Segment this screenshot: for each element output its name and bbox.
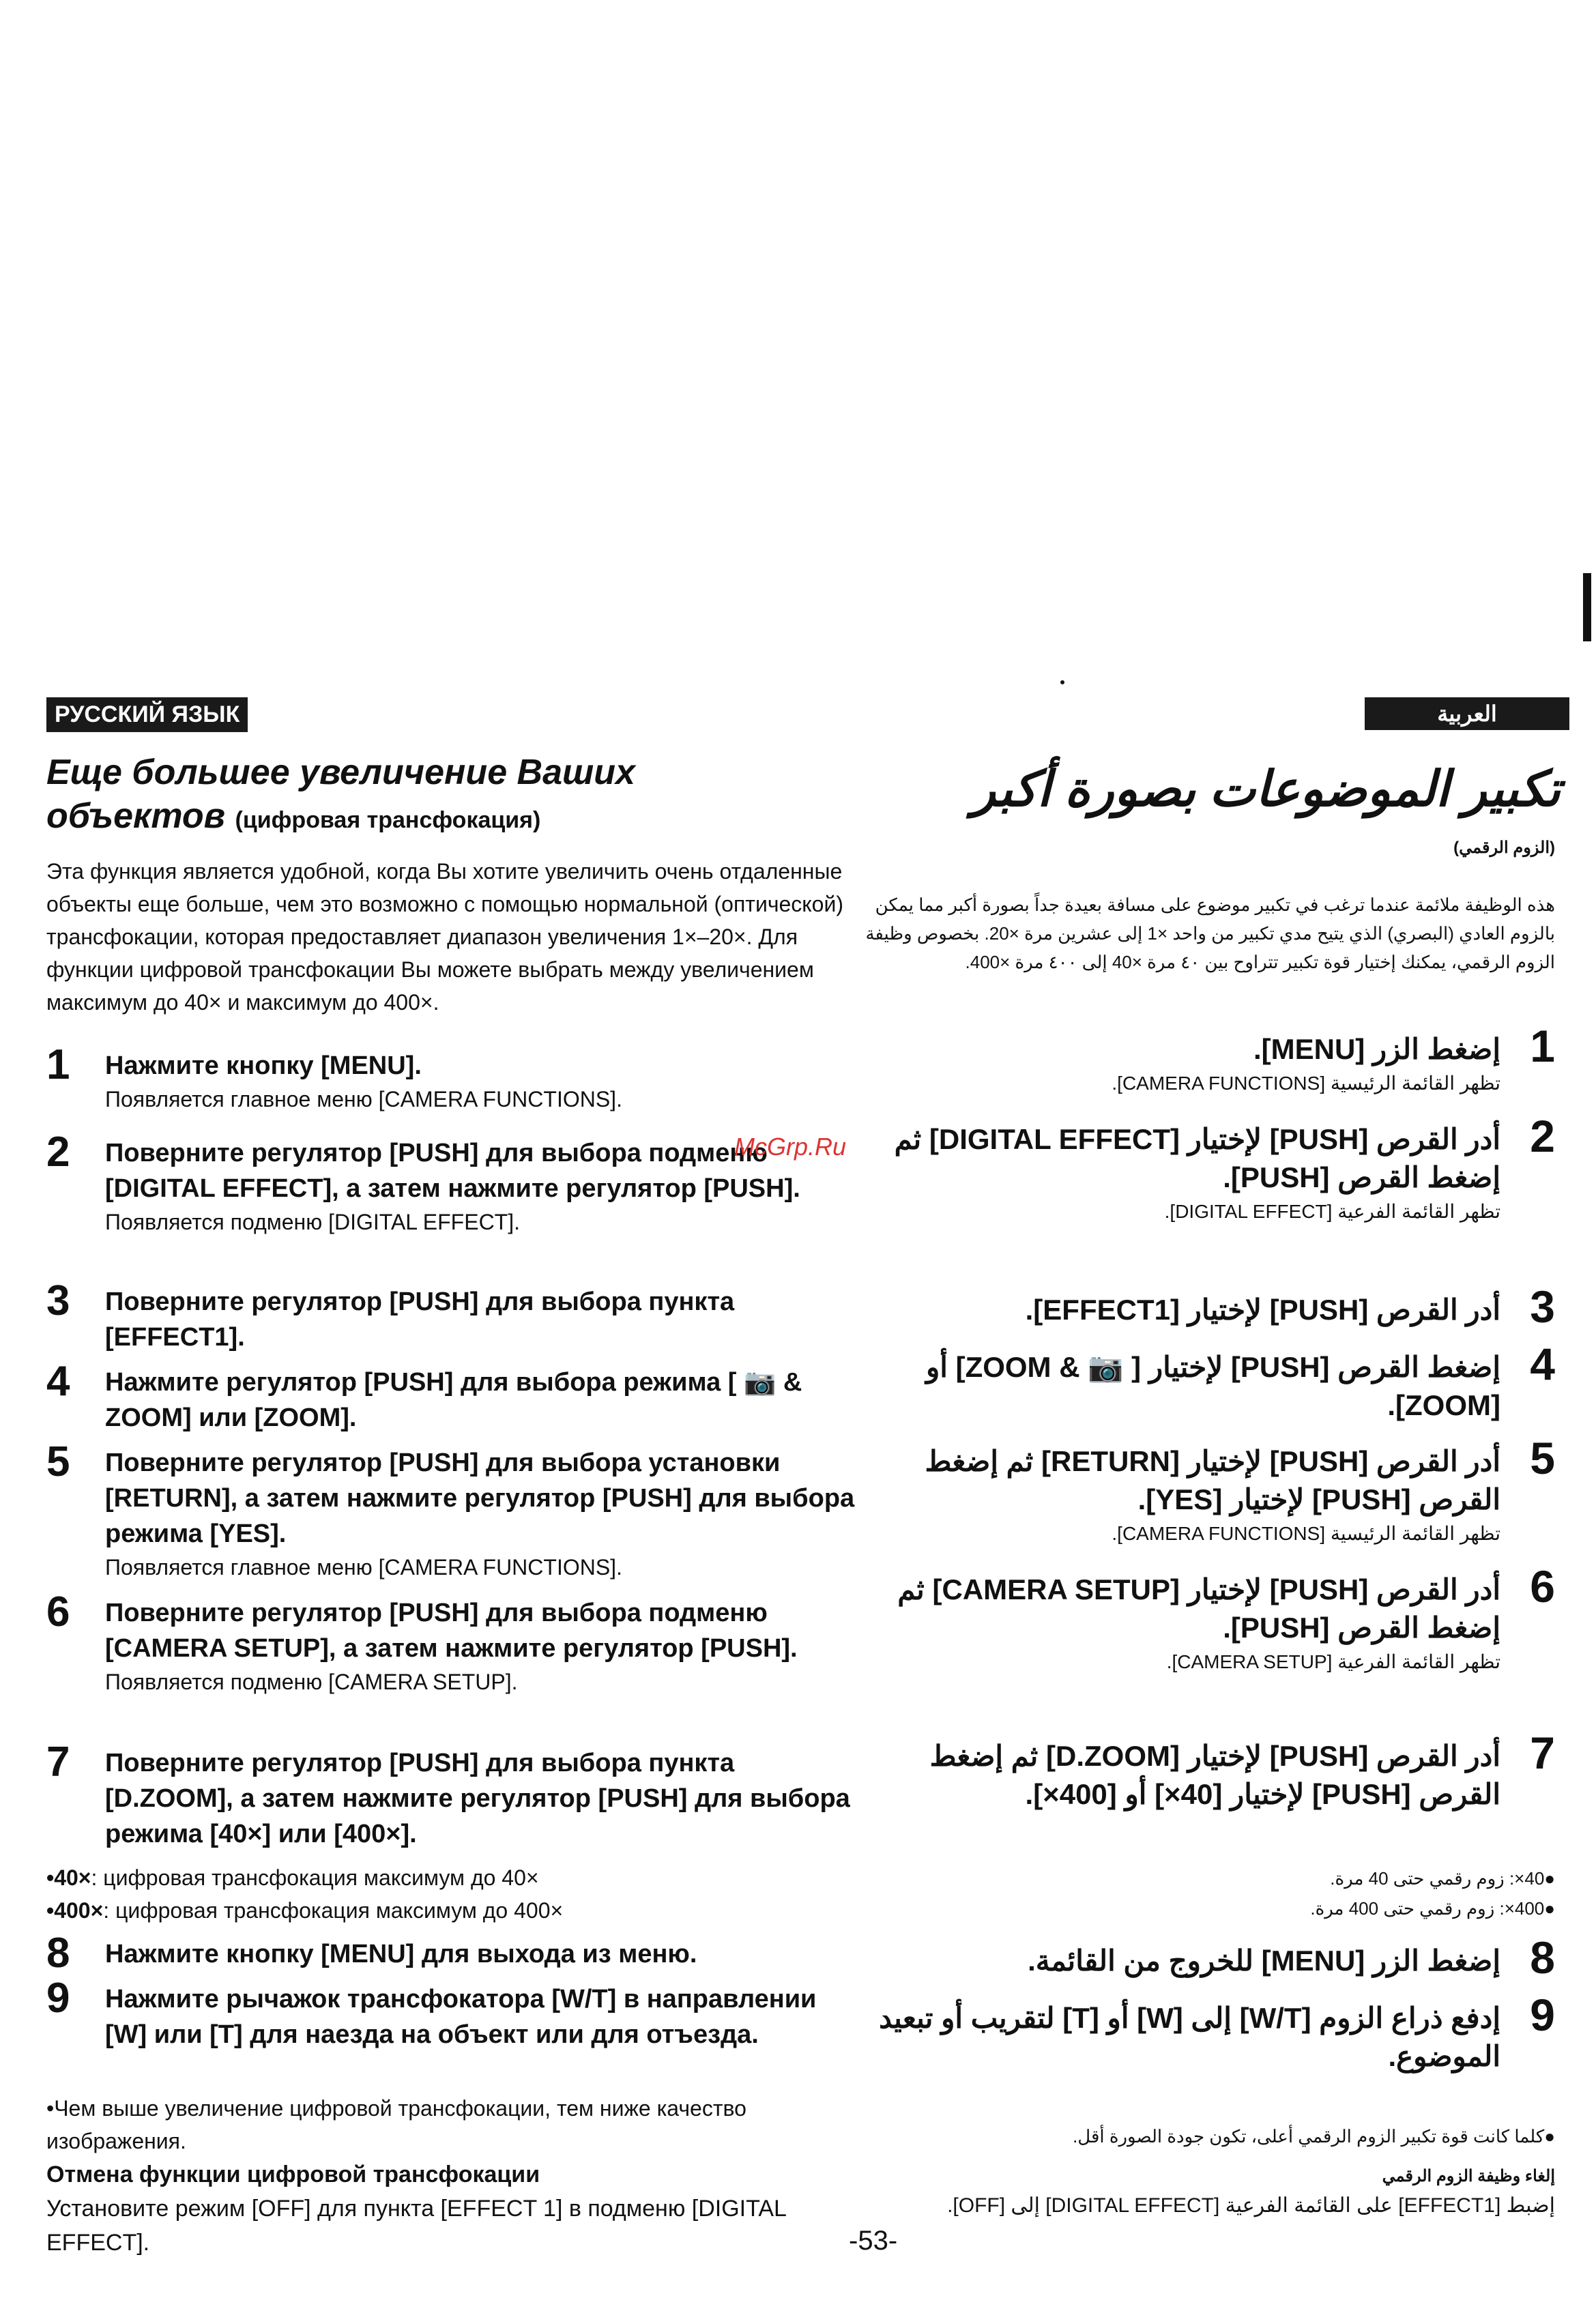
- page-edge-marker: [1583, 573, 1591, 641]
- step-note: تظهر القائمة الفرعية [DIGITAL EFFECT].: [1164, 1201, 1500, 1222]
- step-text: أدر القرص [PUSH] لإختيار [CAMERA SETUP] ثم إضغط القرص [PUSH].: [897, 1573, 1500, 1644]
- watermark: McGrp.Ru: [734, 1133, 847, 1161]
- ru-step-6: [46, 1588, 865, 1698]
- step-number: 8: [46, 1930, 70, 1977]
- ar-step-1: [873, 1021, 1555, 1099]
- step-text: أدر القرص [PUSH] لإختيار [RETURN] ثم إضغط القرص [PUSH] لإختيار [YES].: [925, 1445, 1500, 1515]
- step-text: أدر القرص [PUSH] لإختيار [EFFECT1].: [1025, 1294, 1500, 1326]
- ru-step-7: [46, 1739, 865, 1852]
- russian-intro: Эта функция является удобной, когда Вы хотите увеличить очень отдаленные объекты еще больше, чем это возможно с помощью нормальной (оптической) трансфокации, которая предоставляет диапазон увеличения 1×–20×. Для функции цифровой трансфокации Вы можете выбрать между увеличением максимум до 40× и максимум до 400×.: [46, 859, 843, 1015]
- step-note: تظهر القائمة الرئيسية [CAMERA FUNCTIONS].: [1112, 1523, 1500, 1544]
- step-text: Поверните регулятор [PUSH] для выбора подменю [DIGITAL EFFECT], а затем нажмите регулятор [PUSH].: [105, 1139, 800, 1203]
- step-text: Нажмите регулятор [PUSH] для выбора режима [ 📷 & ZOOM] или [ZOOM].: [105, 1368, 802, 1432]
- russian-language-tab: РУССКИЙ ЯЗЫК: [46, 697, 248, 732]
- step-number: 8: [1530, 1932, 1555, 1983]
- step-number: 7: [1530, 1728, 1555, 1778]
- russian-title-subtitle: (цифровая трансфокация): [235, 807, 541, 833]
- ru-step-4: [46, 1358, 865, 1436]
- step-text: إضغط الزر [MENU].: [1253, 1033, 1500, 1065]
- step-number: 1: [46, 1041, 70, 1088]
- step-number: 1: [1530, 1021, 1555, 1071]
- ar-step-2: [873, 1111, 1555, 1227]
- ar-cancel-text: إضبط [EFFECT1] على القائمة الفرعية [DIGITAL EFFECT] إلى [OFF].: [947, 2194, 1555, 2217]
- ru-step-9: [46, 1975, 865, 2052]
- ru-cancel-heading: Отмена функции цифровой трансфокации: [46, 2162, 540, 2187]
- step-text: Нажмите кнопку [MENU].: [105, 1051, 422, 1080]
- ru-step-1: [46, 1041, 865, 1115]
- step-note: Появляется главное меню [CAMERA FUNCTIONS].: [105, 1087, 622, 1111]
- step-note: تظهر القائمة الفرعية [CAMERA SETUP].: [1166, 1651, 1500, 1672]
- russian-title: [46, 751, 824, 842]
- step-text: Поверните регулятор [PUSH] для выбора пункта [D.ZOOM], а затем нажмите регулятор [PUSH] для выбора режима [40×] или [400×].: [105, 1749, 850, 1848]
- step-number: 3: [1530, 1281, 1555, 1332]
- step-text: أدر القرص [PUSH] لإختيار [DIGITAL EFFECT] ثم إضغط القرص [PUSH].: [894, 1123, 1500, 1193]
- stray-dot: [1060, 680, 1064, 684]
- step-text: Поверните регулятор [PUSH] для выбора подменю [CAMERA SETUP], а затем нажмите регулятор [PUSH].: [105, 1599, 798, 1663]
- step-number: 6: [46, 1588, 70, 1635]
- step-text: Поверните регулятор [PUSH] для выбора пункта [EFFECT1].: [105, 1288, 735, 1352]
- step-number: 9: [1530, 1990, 1555, 2040]
- russian-title-line1: Еще большее увеличение Ваших: [46, 753, 635, 792]
- bullet-text: : цифровая трансфокация максимум до 40×: [91, 1865, 539, 1890]
- ru-step-3: [46, 1277, 865, 1355]
- ar-bullet-quality: ●كلما كانت قوة تكبير الزوم الرقمي أعلى، تكون جودة الصورة أقل.: [1073, 2126, 1555, 2147]
- ar-bullet-400x: ●400×: زوم رقمي حتى 400 مرة.: [1310, 1898, 1555, 1919]
- ru-step-5: [46, 1438, 865, 1583]
- step-text: Поверните регулятор [PUSH] для выбора установки [RETURN], а затем нажмите регулятор [PUSH] для выбора режима [YES].: [105, 1449, 855, 1548]
- ar-step-4: [873, 1339, 1555, 1425]
- step-number: 4: [1530, 1339, 1555, 1389]
- step-text: إضغط القرص [PUSH] لإختيار [ 📷 & ZOOM] أو [ZOOM].: [925, 1351, 1500, 1421]
- arabic-language-tab: العربية: [1365, 697, 1569, 730]
- ar-step-5: [873, 1433, 1555, 1549]
- step-note: Появляется подменю [CAMERA SETUP].: [105, 1670, 518, 1694]
- ar-step-7: [873, 1728, 1555, 1814]
- step-number: 9: [46, 1975, 70, 2022]
- ru-cancel-text: Установите режим [OFF] для пункта [EFFECT 1] в подменю [DIGITAL EFFECT].: [46, 2196, 786, 2256]
- bullet-key: •40×: [46, 1865, 91, 1890]
- ar-step-6: [873, 1561, 1555, 1677]
- step-note: Появляется подменю [DIGITAL EFFECT].: [105, 1210, 520, 1234]
- ru-bullet-quality: •Чем выше увеличение цифровой трансфокации, тем ниже качество изображения.: [46, 2096, 746, 2153]
- ru-bullet-40x: [46, 1861, 865, 1894]
- arabic-intro: هذه الوظيفة ملائمة عندما ترغب في تكبير موضوع على مسافة بعيدة جداً بصورة أكبر مما يمكن بالزوم العادي (البصري) الذي يتيح مدي تكبير من واحد ×1 إلى عشرين مرة ×20. بخصوص وظيفة الزوم الرقمي، يمكنك إختيار قوة تكبير تتراوح بين ٤٠ مرة ×40 إلى ٤٠٠ مرة ×400.: [865, 895, 1555, 972]
- step-number: 4: [46, 1358, 70, 1405]
- bullet-text: : цифровая трансфокация максимум до 400×: [103, 1898, 564, 1923]
- ru-step-8: [46, 1930, 865, 1977]
- page-number: -53-: [849, 2226, 898, 2256]
- step-number: 6: [1530, 1561, 1555, 1612]
- russian-title-line2: объектов: [46, 796, 226, 836]
- step-number: 3: [46, 1277, 70, 1324]
- ar-bullet-40x: ●40×: زوم رقمي حتى 40 مرة.: [1330, 1868, 1555, 1889]
- ar-cancel-heading: إلغاء وظيفة الزوم الرقمي: [1382, 2167, 1555, 2185]
- step-number: 5: [1530, 1433, 1555, 1483]
- russian-title-line2-wrap: [46, 794, 824, 842]
- step-text: إدفع ذراع الزوم [W/T] إلى [W] أو [T] لتقريب أو تبعيد الموضوع.: [879, 2002, 1500, 2072]
- step-text: Нажмите кнопку [MENU] для выхода из меню.: [105, 1940, 697, 1968]
- ar-step-8: [873, 1932, 1555, 1983]
- step-number: 5: [46, 1438, 70, 1485]
- step-number: 2: [46, 1129, 70, 1176]
- step-note: تظهر القائمة الرئيسية [CAMERA FUNCTIONS].: [1112, 1073, 1500, 1094]
- step-number: 7: [46, 1739, 70, 1786]
- step-note: Появляется главное меню [CAMERA FUNCTIONS].: [105, 1555, 622, 1580]
- step-text: أدر القرص [PUSH] لإختيار [D.ZOOM] ثم إضغط القرص [PUSH] لإختيار [40×] أو [400×].: [929, 1740, 1500, 1810]
- ar-step-9: [873, 1990, 1555, 2076]
- arabic-subtitle: (الزوم الرقمي): [1453, 839, 1555, 857]
- bullet-key: •400×: [46, 1898, 104, 1923]
- step-number: 2: [1530, 1111, 1555, 1161]
- step-text: إضغط الزر [MENU] للخروج من القائمة.: [1028, 1945, 1500, 1977]
- ar-step-3: [873, 1281, 1555, 1332]
- arabic-title: تكبير الموضوعات بصورة أكبر: [972, 762, 1561, 817]
- ru-bullet-400x: [46, 1894, 865, 1927]
- step-text: Нажмите рычажок трансфокатора [W/T] в направлении [W] или [T] для наезда на объект или для отъезда.: [105, 1985, 817, 2049]
